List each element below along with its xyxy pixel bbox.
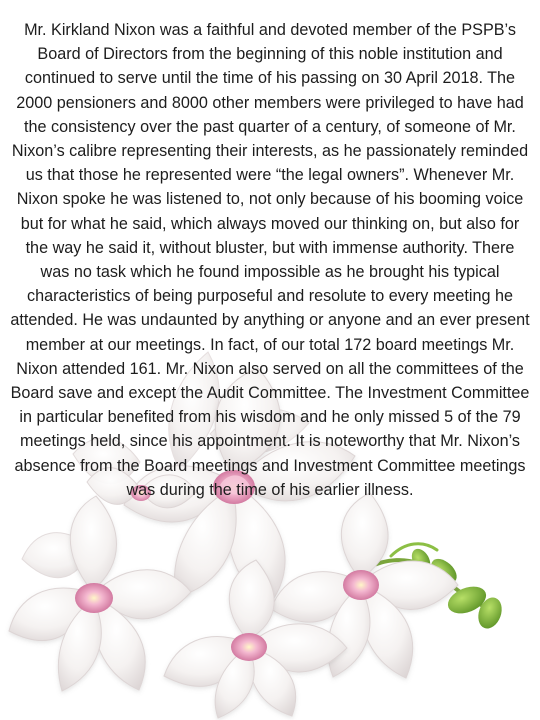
- orchid-flower-left: [9, 496, 191, 691]
- tribute-paragraph: Mr. Kirkland Nixon was a faithful and devoted member of the PSPB’s Board of Directors from the beginning of this noble institution and continued to serve until the time of his passing on 30 April 2018. The 2000 pensioners and 8000 other members were privileged to have had the consistency over the past quarter of a century, of someone of Mr. Nixon’s calibre representing their interests, as he passionately reminded us that those he represented were “the legal owners”. Whenever Mr. Nixon spoke he was listened to, not only because of his booming voice but for what he said, which always moved our thinking on, but also for the way he said it, without bluster, but with immense authority. There was no task which he found impossible as he brought his typical characteristics of being purposeful and resolute to every meeting he attended. He was undaunted by anything or anyone and an ever present member at our meetings. In fact, of our total 172 board meetings Mr. Nixon attended 161. Mr. Nixon also served on all the committees of the Board save and except the Audit Committee. The Investment Committee in particular benefited from his wisdom and he only missed 5 of the 79 meetings held, since his appointment. It is noteworthy that Mr. Nixon’s absence from the Board meetings and Investment Committee meetings was during the time of his earlier illness.: [10, 21, 530, 499]
